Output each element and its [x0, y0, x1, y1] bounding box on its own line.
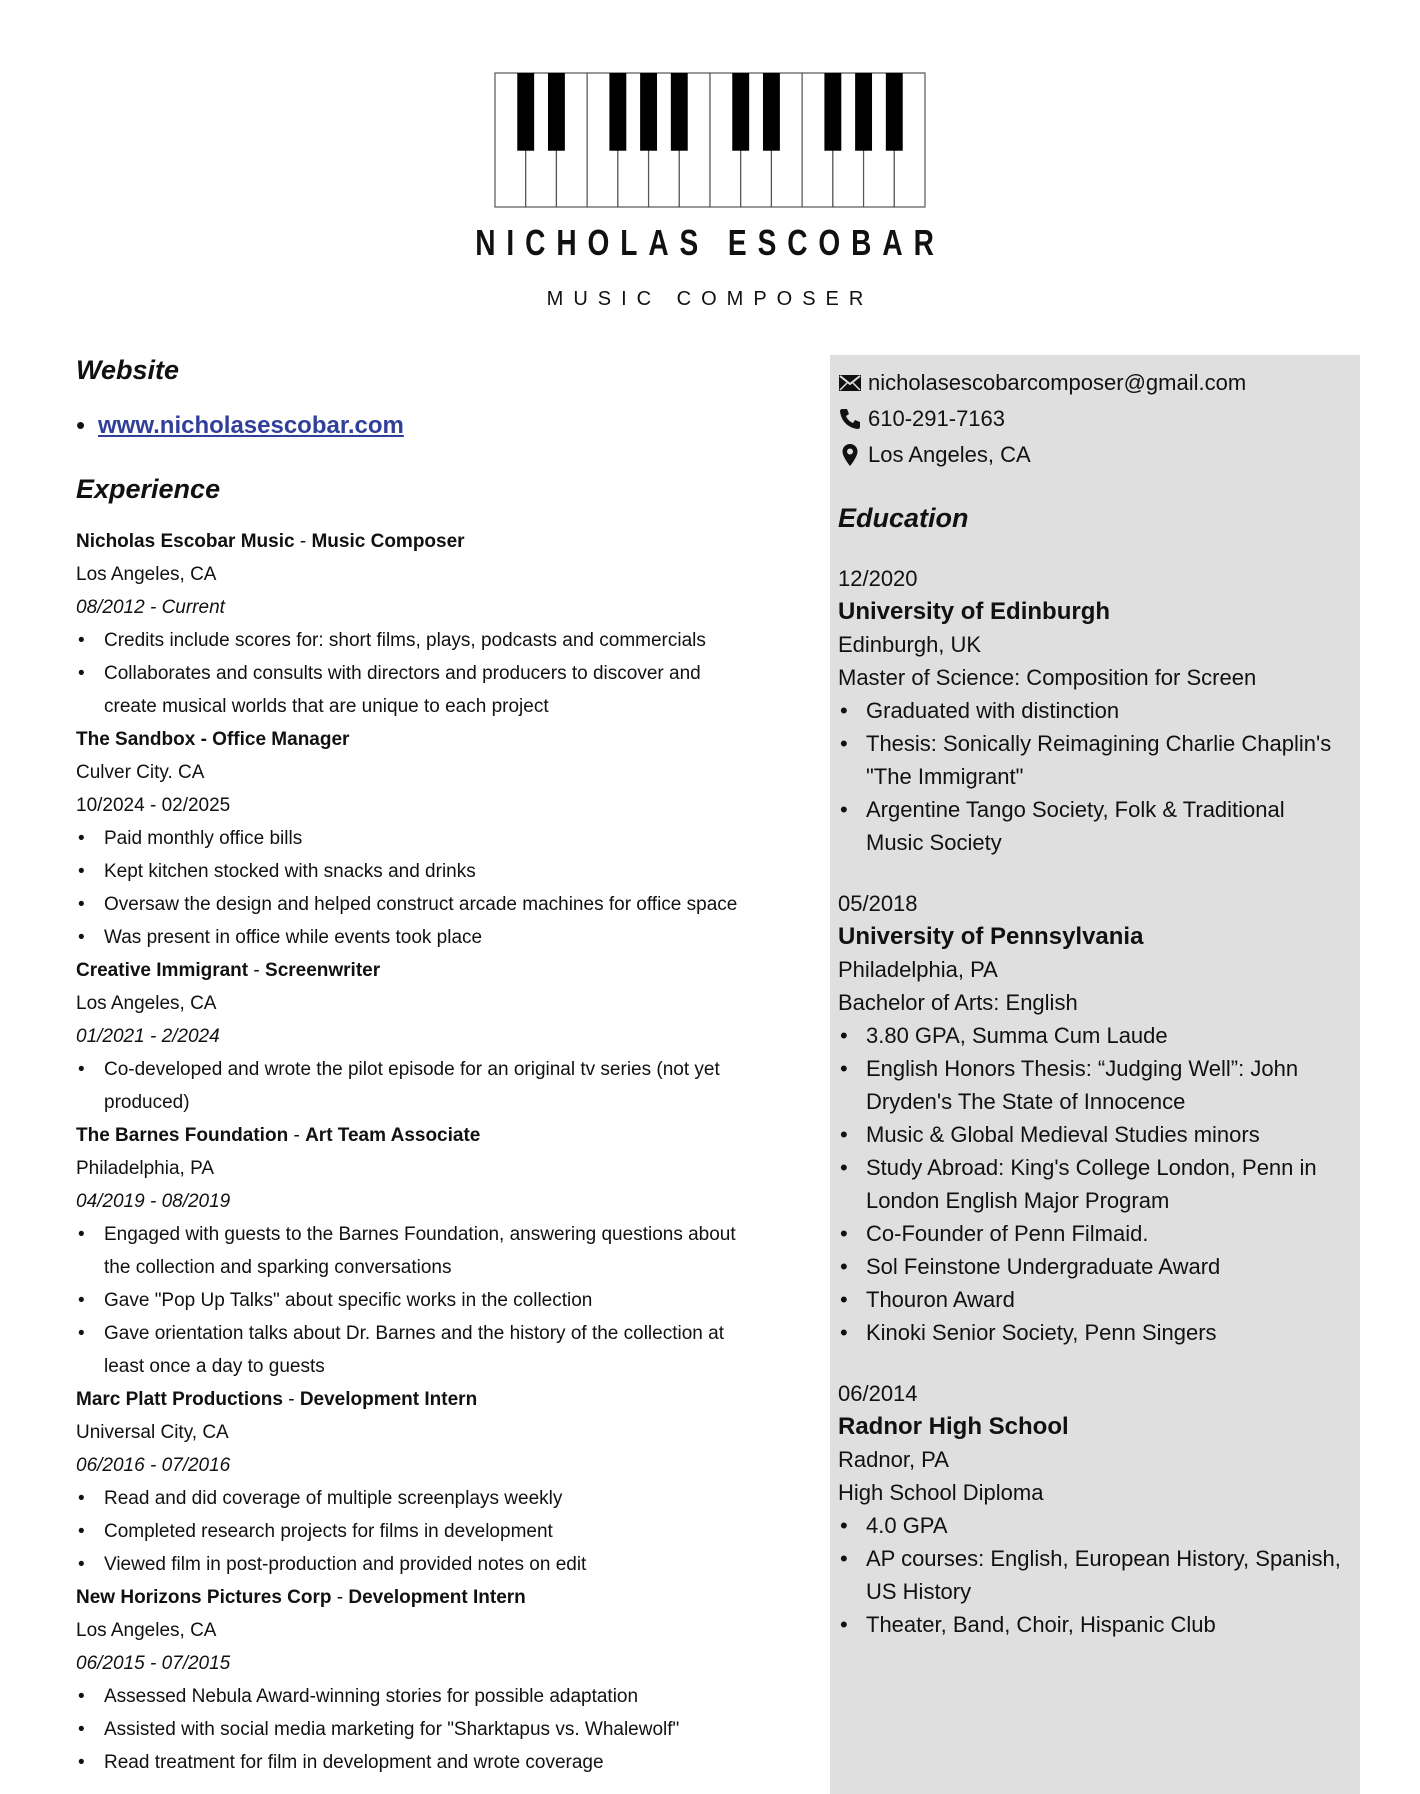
- title-separator: -: [331, 1587, 349, 1608]
- degree: High School Diploma: [838, 1480, 1044, 1505]
- piano-keyboard-logo: [494, 72, 926, 208]
- company-name: Nicholas Escobar Music: [76, 531, 295, 552]
- job-dates: 06/2015 - 07/2015: [76, 1653, 231, 1674]
- job-heading: [76, 723, 756, 756]
- education-bullet: • English Honors Thesis: “Judging Well”: John Dryden's The State of Innocence: [838, 1052, 1348, 1118]
- education-list: [838, 562, 1348, 1641]
- school-name: University of Edinburgh: [838, 598, 1111, 625]
- education-bullets: [838, 1509, 1348, 1641]
- job-location: Philadelphia, PA: [76, 1158, 215, 1179]
- job-bullet: • Co-developed and wrote the pilot episode for an original tv series (not yet produced): [76, 1053, 756, 1119]
- job-location: Los Angeles, CA: [76, 564, 217, 585]
- company-name: Marc Platt Productions: [76, 1389, 283, 1410]
- education-bullet: • Kinoki Senior Society, Penn Singers: [838, 1316, 1348, 1349]
- contact-phone[interactable]: [838, 401, 1348, 437]
- job-dates: 04/2019 - 08/2019: [76, 1191, 231, 1212]
- company-name: Creative Immigrant: [76, 960, 249, 981]
- education-bullet: • Sol Feinstone Undergraduate Award: [838, 1250, 1348, 1283]
- black-key: [671, 73, 688, 151]
- sidebar: [830, 355, 1360, 1794]
- job-location: Universal City, CA: [76, 1422, 229, 1443]
- job-bullets: [76, 822, 756, 954]
- black-key: [855, 73, 872, 151]
- education-bullet: • Study Abroad: King's College London, Penn in London English Major Program: [838, 1151, 1348, 1217]
- job-bullet: • Kept kitchen stocked with snacks and drinks: [76, 855, 756, 888]
- black-key: [763, 73, 780, 151]
- education-bullet: • Theater, Band, Choir, Hispanic Club: [838, 1608, 1348, 1641]
- title-separator: -: [288, 1125, 306, 1146]
- website-heading: Website: [76, 355, 180, 385]
- phone-text: 610-291-7163: [868, 406, 1006, 431]
- job-title: Art Team Associate: [305, 1125, 481, 1146]
- job-bullet: • Viewed film in post-production and provided notes on edit: [76, 1548, 756, 1581]
- black-key: [548, 73, 565, 151]
- job-bullet: • Assisted with social media marketing for "Sharktapus vs. Whalewolf": [76, 1713, 756, 1746]
- job-bullet: • Assessed Nebula Award-winning stories for possible adaptation: [76, 1680, 756, 1713]
- candidate-role: MUSIC COMPOSER: [546, 288, 874, 310]
- job-bullets: [76, 1680, 756, 1779]
- job-dates: 01/2021 - 2/2024: [76, 1026, 220, 1047]
- experience-entry: [76, 954, 756, 1119]
- job-heading: [76, 1119, 756, 1152]
- job-bullet: • Read treatment for film in development and wrote coverage: [76, 1746, 756, 1779]
- school-name: Radnor High School: [838, 1413, 1069, 1440]
- company-name: The Barnes Foundation: [76, 1125, 289, 1146]
- job-bullet: • Read and did coverage of multiple screenplays weekly: [76, 1482, 756, 1515]
- education-bullet: • 3.80 GPA, Summa Cum Laude: [838, 1019, 1348, 1052]
- website-link[interactable]: www.nicholasescobar.com: [98, 412, 404, 439]
- education-entry: [838, 887, 1348, 1349]
- job-bullet: • Oversaw the design and helped construct arcade machines for office space: [76, 888, 756, 921]
- title-separator: -: [282, 1389, 300, 1410]
- job-dates: 06/2016 - 07/2016: [76, 1455, 231, 1476]
- contact-location: [838, 437, 1348, 473]
- edu-date: 06/2014: [838, 1381, 918, 1406]
- title-separator: -: [294, 531, 312, 552]
- job-title: Screenwriter: [265, 960, 381, 981]
- job-bullets: [76, 624, 756, 723]
- edu-date: 05/2018: [838, 891, 918, 916]
- black-key: [517, 73, 534, 151]
- education-bullet: • Graduated with distinction: [838, 694, 1348, 727]
- job-bullets: [76, 1482, 756, 1581]
- job-bullet: • Was present in office while events took place: [76, 921, 756, 954]
- job-location: Culver City. CA: [76, 762, 205, 783]
- education-bullet: • 4.0 GPA: [838, 1509, 1348, 1542]
- experience-entry: [76, 723, 756, 954]
- experience-list: [76, 525, 756, 1779]
- job-bullet: • Gave orientation talks about Dr. Barnes and the history of the collection at least once a day to guests: [76, 1317, 756, 1383]
- education-bullet: • AP courses: English, European History, Spanish, US History: [838, 1542, 1348, 1608]
- job-heading: [76, 954, 756, 987]
- education-bullet: • Thouron Award: [838, 1283, 1348, 1316]
- job-dates: 10/2024 - 02/2025: [76, 795, 231, 816]
- job-heading: [76, 1383, 756, 1416]
- job-bullet: • Collaborates and consults with directors and producers to discover and create musical worlds that are unique to each project: [76, 657, 756, 723]
- job-dates: 08/2012 - Current: [76, 597, 225, 618]
- website-item: [76, 412, 756, 440]
- job-title: Music Composer: [311, 531, 465, 552]
- job-bullets: [76, 1053, 756, 1119]
- title-separator: -: [248, 960, 266, 981]
- education-heading: Education: [838, 503, 969, 533]
- job-bullets: [76, 1218, 756, 1383]
- education-entry: [838, 562, 1348, 859]
- experience-heading: Experience: [76, 474, 221, 504]
- edu-date: 12/2020: [838, 566, 918, 591]
- company-name: New Horizons Pictures Corp: [76, 1587, 332, 1608]
- resume-header: [0, 0, 1420, 340]
- main-column: [76, 355, 756, 1779]
- job-title: Development Intern: [299, 1389, 478, 1410]
- degree: Bachelor of Arts: English: [838, 990, 1078, 1015]
- job-title: Development Intern: [348, 1587, 526, 1608]
- company-name: The Sandbox - Office Manager: [76, 729, 350, 750]
- education-bullet: • Co-Founder of Penn Filmaid.: [838, 1217, 1348, 1250]
- map-pin-icon: [838, 443, 862, 467]
- school-location: Edinburgh, UK: [838, 632, 982, 657]
- experience-entry: [76, 525, 756, 723]
- job-bullet: • Gave "Pop Up Talks" about specific works in the collection: [76, 1284, 756, 1317]
- job-heading: [76, 1581, 756, 1614]
- black-key: [824, 73, 841, 151]
- education-bullet: • Thesis: Sonically Reimagining Charlie Chaplin's "The Immigrant": [838, 727, 1348, 793]
- black-key: [886, 73, 903, 151]
- job-bullet: • Completed research projects for films in development: [76, 1515, 756, 1548]
- email-text: nicholasescobarcomposer@gmail.com: [868, 370, 1247, 395]
- envelope-icon: [838, 371, 862, 395]
- experience-entry: [76, 1581, 756, 1779]
- school-name: University of Pennsylvania: [838, 923, 1144, 950]
- location-text: Los Angeles, CA: [868, 442, 1031, 467]
- education-bullet: • Music & Global Medieval Studies minors: [838, 1118, 1348, 1151]
- job-bullet: • Credits include scores for: short films, plays, podcasts and commercials: [76, 624, 756, 657]
- job-bullet: • Engaged with guests to the Barnes Foundation, answering questions about the collection and sparking conversations: [76, 1218, 756, 1284]
- job-bullet: • Paid monthly office bills: [76, 822, 756, 855]
- phone-icon: [838, 407, 862, 431]
- education-bullets: [838, 694, 1348, 859]
- job-heading: [76, 525, 756, 558]
- job-location: Los Angeles, CA: [76, 993, 217, 1014]
- black-key: [609, 73, 626, 151]
- school-location: Philadelphia, PA: [838, 957, 998, 982]
- school-location: Radnor, PA: [838, 1447, 949, 1472]
- black-key: [732, 73, 749, 151]
- degree: Master of Science: Composition for Screen: [838, 665, 1257, 690]
- job-location: Los Angeles, CA: [76, 1620, 217, 1641]
- experience-entry: [76, 1383, 756, 1581]
- education-bullets: [838, 1019, 1348, 1349]
- experience-entry: [76, 1119, 756, 1383]
- contact-email[interactable]: [838, 365, 1348, 401]
- education-entry: [838, 1377, 1348, 1641]
- candidate-name: NICHOLAS ESCOBAR: [475, 222, 945, 263]
- website-list: [76, 412, 756, 440]
- education-bullet: • Argentine Tango Society, Folk & Traditional Music Society: [838, 793, 1348, 859]
- black-key: [640, 73, 657, 151]
